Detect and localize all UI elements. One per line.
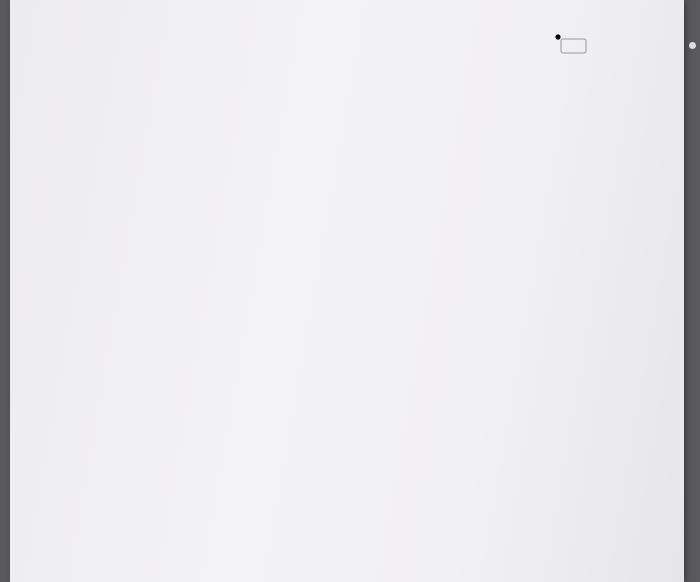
worksheet-page [10,0,684,582]
point-1-6 [555,34,560,39]
exponential-graph [428,0,628,182]
background-dot [689,42,696,49]
point-label-box [561,39,586,53]
